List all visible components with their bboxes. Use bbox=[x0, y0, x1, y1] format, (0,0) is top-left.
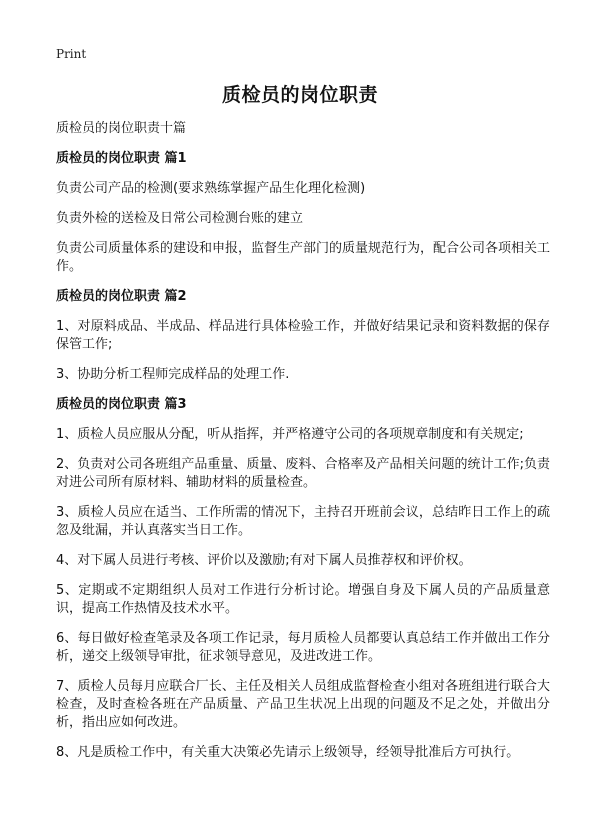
paragraph: 6、每日做好检查笔录及各项工作记录，每月质检人员都要认真总结工作并做出工作分析，递交上级领导审批，征求领导意见，及进改进工作。 bbox=[56, 631, 550, 664]
section-heading: 质检员的岗位职责 篇2 bbox=[56, 289, 187, 304]
paragraph: 5、定期或不定期组织人员对工作进行分析讨论。增强自身及下属人员的产品质量意识，提高工作热情及技术水平。 bbox=[56, 583, 550, 616]
section-2 bbox=[56, 288, 550, 384]
section-1 bbox=[56, 150, 550, 276]
section-heading: 质检员的岗位职责 篇3 bbox=[56, 397, 187, 412]
paragraph: 负责公司质量体系的建设和申报，监督生产部门的质量规范行为，配合公司各项相关工作。 bbox=[56, 241, 551, 274]
paragraph: 负责外检的送检及日常公司检测台账的建立 bbox=[56, 211, 304, 226]
paragraph: 7、质检人员每月应联合厂长、主任及相关人员组成监督检查小组对各班组进行联合大检查，及时查检各班在产品质量、产品卫生状况上出现的问题及不足之处，并做出分析，指出应如何改进。 bbox=[56, 679, 550, 730]
document-body bbox=[56, 120, 550, 774]
print-label: Print bbox=[56, 47, 87, 61]
paragraph: 8、凡是质检工作中，有关重大决策必先请示上级领导，经领导批准后方可执行。 bbox=[56, 745, 520, 760]
section-3 bbox=[56, 396, 550, 762]
paragraph: 1、对原料成品、半成品、样品进行具体检验工作，并做好结果记录和资料数据的保存保管工作; bbox=[56, 319, 550, 352]
section-heading: 质检员的岗位职责 篇1 bbox=[56, 151, 187, 166]
paragraph: 2、负责对公司各班组产品重量、质量、废料、合格率及产品相关问题的统计工作;负责对进公司所有原材料、辅助材料的质量检查。 bbox=[56, 457, 550, 490]
paragraph: 3、质检人员应在适当、工作所需的情况下，主持召开班前会议，总结昨日工作上的疏忽及纰漏，并认真落实当日工作。 bbox=[56, 505, 550, 538]
page-title: 质检员的岗位职责 bbox=[221, 84, 378, 106]
document-subtitle: 质检员的岗位职责十篇 bbox=[56, 121, 187, 136]
paragraph: 1、质检人员应服从分配，听从指挥，并严格遵守公司的各项规章制度和有关规定; bbox=[56, 427, 524, 442]
paragraph: 3、协助分析工程师完成样品的处理工作. bbox=[56, 367, 290, 382]
paragraph: 4、对下属人员进行考核、评价以及激励;有对下属人员推荐权和评价权。 bbox=[56, 553, 472, 568]
paragraph: 负责公司产品的检测(要求熟练掌握产品生化理化检测) bbox=[56, 181, 366, 196]
